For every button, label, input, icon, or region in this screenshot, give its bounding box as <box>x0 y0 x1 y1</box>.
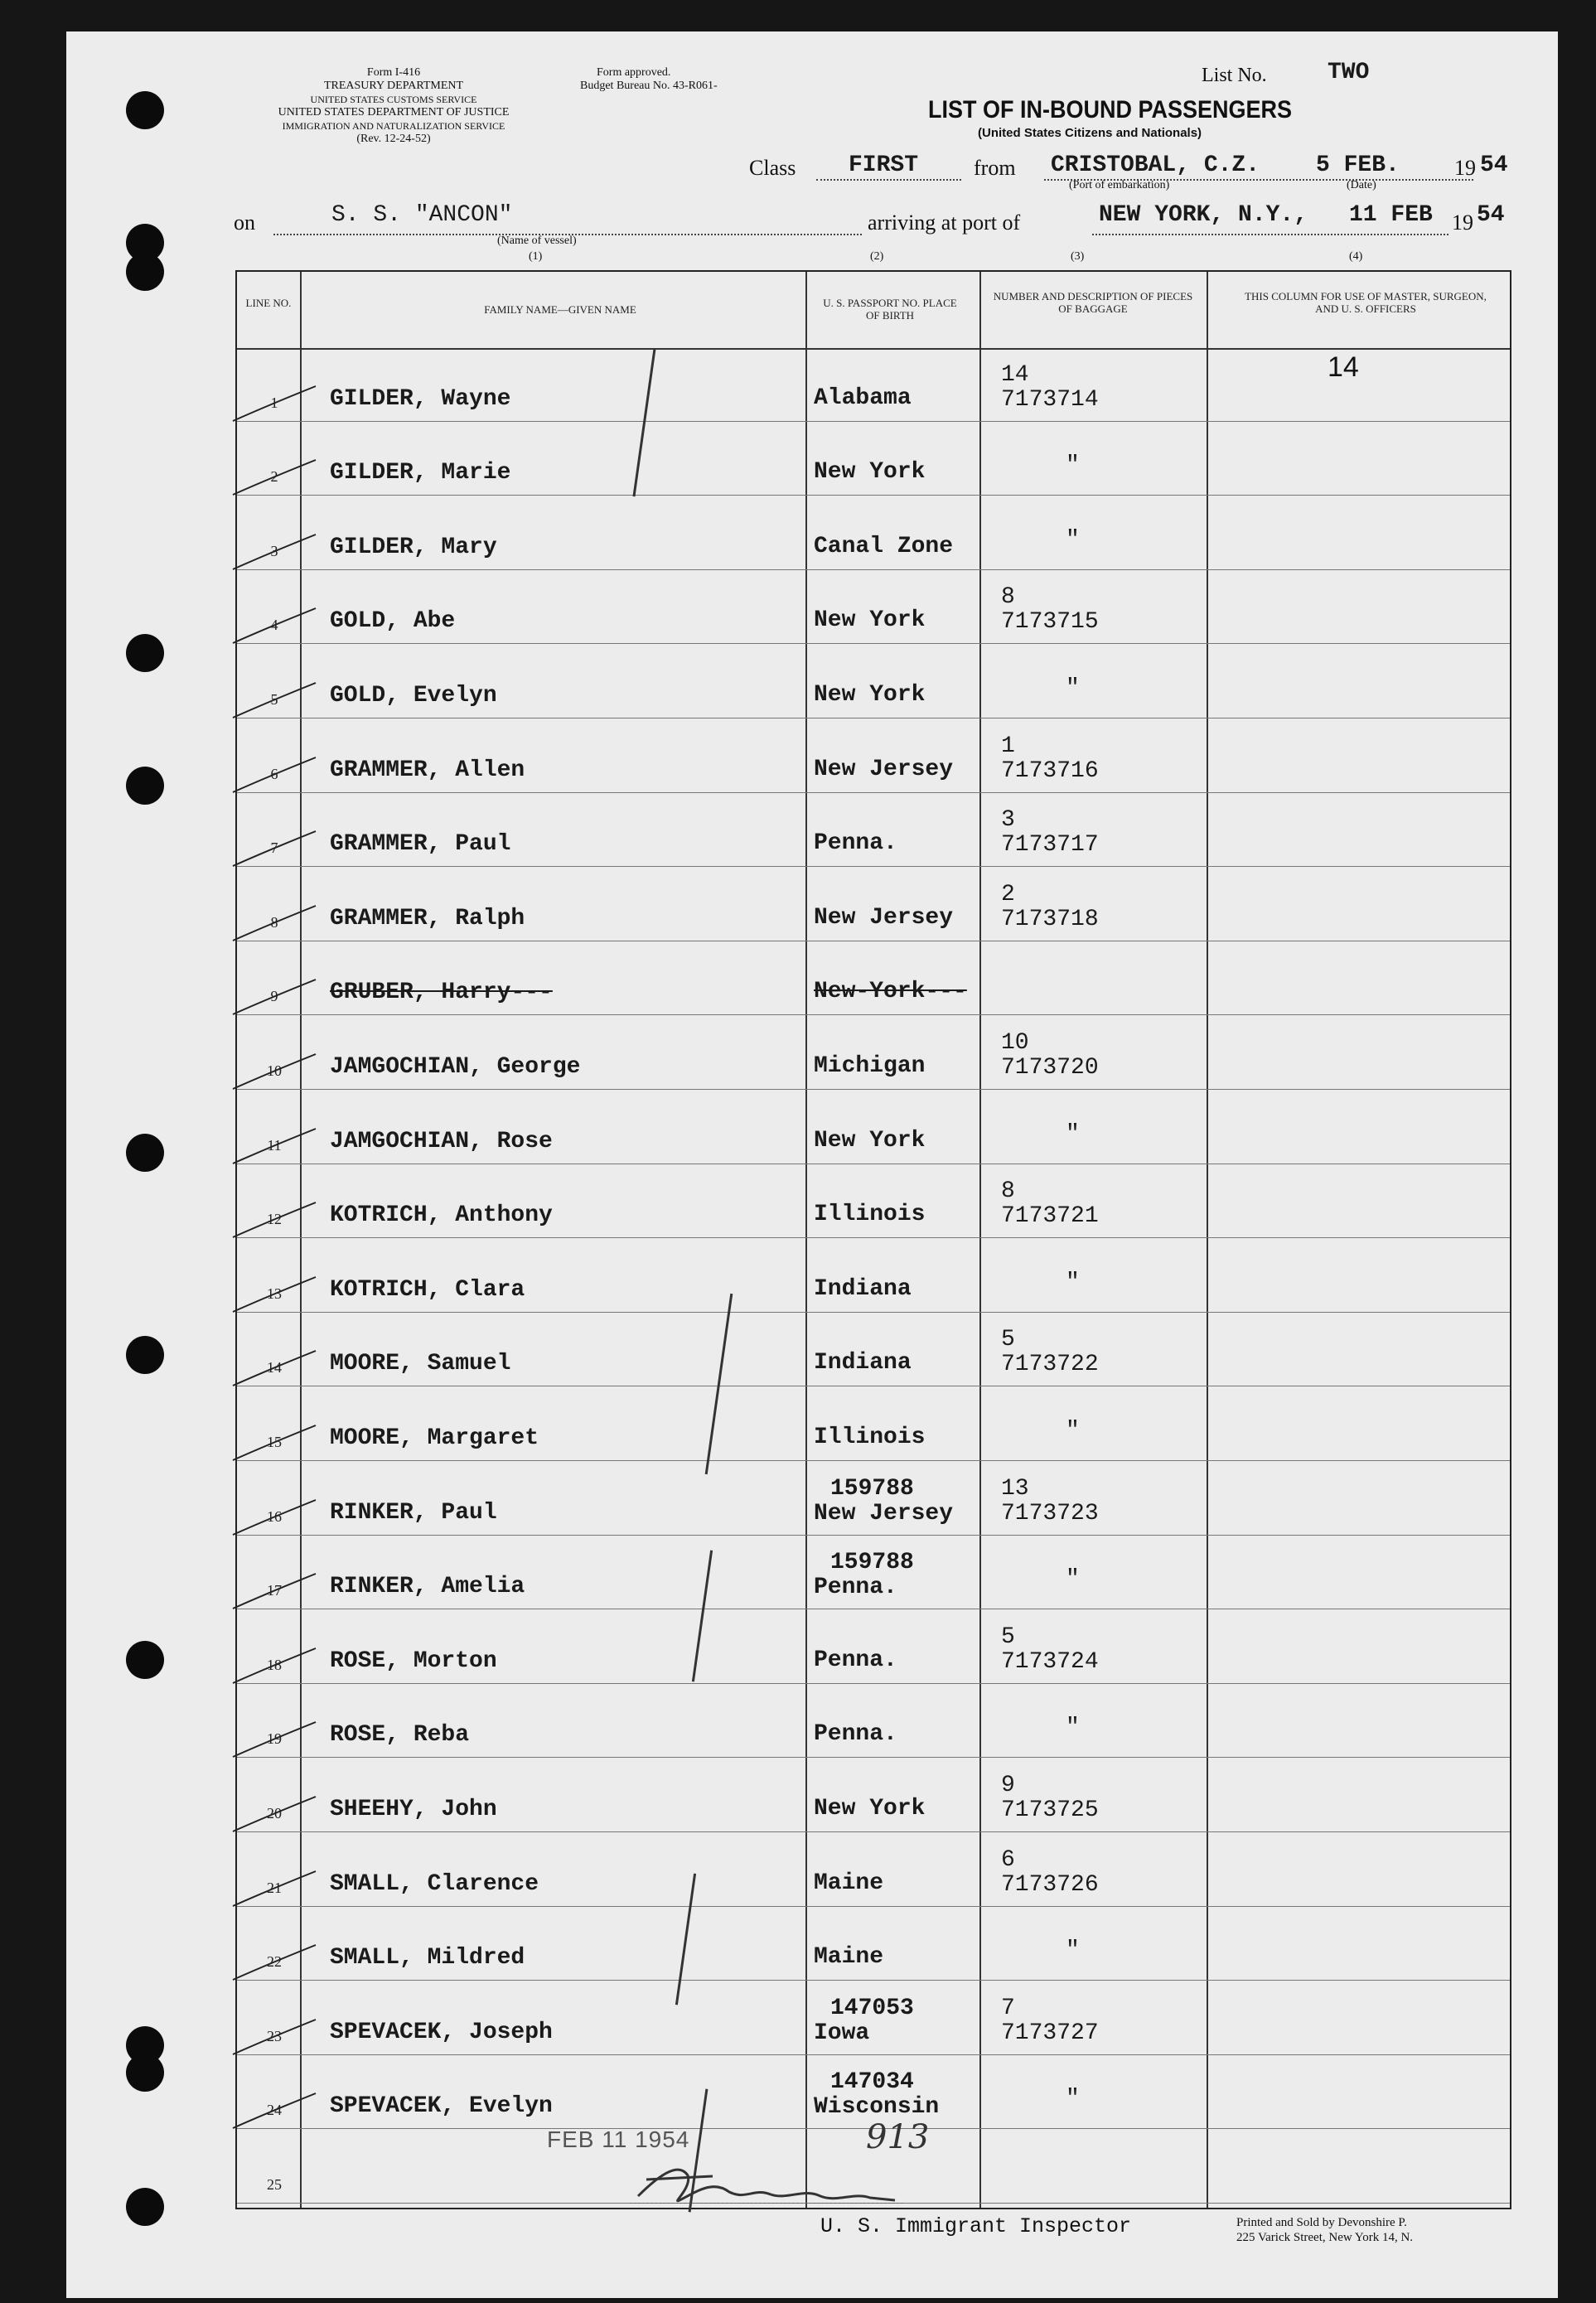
line-number: 10 <box>267 1062 282 1079</box>
date-note: (Date) <box>1347 179 1376 191</box>
baggage-cell: " <box>1066 1120 1080 1147</box>
row-rule <box>237 1312 1510 1313</box>
column-number: (1) <box>529 250 543 263</box>
table-row <box>237 1759 1510 1833</box>
vessel-name: S. S. "ANCON" <box>331 202 513 228</box>
passport-number: 159788 <box>830 1550 914 1576</box>
passenger-name: ROSE, Reba <box>330 1722 470 1749</box>
baggage-cell <box>1001 1625 1099 1675</box>
passport-cell: New York <box>814 607 926 634</box>
row-rule <box>237 1237 1510 1238</box>
row-rule <box>237 1089 1510 1090</box>
baggage-cell <box>1001 883 1099 932</box>
check-mark-stroke <box>229 1493 320 1543</box>
passenger-name: GRAMMER, Allen <box>330 757 525 783</box>
baggage-cell <box>1001 1328 1099 1377</box>
check-mark-line <box>233 386 316 421</box>
passenger-table <box>235 270 1511 2209</box>
passport-cell: Penna. <box>814 830 897 857</box>
line-number: 13 <box>267 1285 282 1302</box>
check-mark-line <box>233 1797 316 1831</box>
table-row <box>237 1833 1510 1908</box>
check-mark-line <box>233 1277 316 1312</box>
passenger-name: GRAMMER, Paul <box>330 831 511 858</box>
baggage-header: NUMBER AND DESCRIPTION OF PIECES OF BAGGAGE <box>993 290 1193 315</box>
row-rule <box>237 643 1510 644</box>
officer-note: 14 <box>1328 351 1359 383</box>
year-prefix: 19 <box>1454 156 1476 180</box>
passenger-name: SMALL, Clarence <box>330 1870 539 1897</box>
row-rule <box>237 1535 1510 1536</box>
table-row <box>237 1908 1510 1982</box>
check-mark-line <box>233 1574 316 1609</box>
passport-number: 147034 <box>830 2069 914 2096</box>
passport-header: U. S. PASSPORT NO. PLACE OF BIRTH <box>823 297 957 322</box>
passenger-name: GRAMMER, Ralph <box>330 905 525 931</box>
table-row <box>237 1685 1510 1759</box>
line-number: 2 <box>270 468 278 486</box>
row-rule <box>237 792 1510 793</box>
passport-number: 147053 <box>830 1995 914 2021</box>
table-row <box>237 719 1510 794</box>
date-stamp: FEB 11 1954 <box>547 2126 690 2152</box>
check-mark-stroke <box>229 899 320 949</box>
passenger-name: GILDER, Wayne <box>330 385 511 412</box>
list-number-label: List No. <box>1202 65 1267 86</box>
passenger-name: GOLD, Abe <box>330 608 456 635</box>
passenger-name: SHEEHY, John <box>330 1796 497 1822</box>
baggage-cell: " <box>1066 452 1080 479</box>
passport-cell: Maine <box>814 1870 884 1896</box>
baggage-cell <box>1001 1848 1099 1898</box>
table-row <box>237 1165 1510 1240</box>
passport-cell: Maine <box>814 1944 884 1971</box>
arriving-label: arriving at port of <box>868 210 1021 235</box>
check-mark-stroke <box>229 1122 320 1172</box>
row-rule <box>237 1683 1510 1684</box>
officers-header: THIS COLUMN FOR USE OF MASTER, SURGEON, AND U. S. OFFICERS <box>1245 290 1487 315</box>
passenger-name: KOTRICH, Clara <box>330 1276 525 1303</box>
passport-cell: New York <box>814 1795 926 1822</box>
line-number: 11 <box>267 1136 282 1154</box>
check-mark-line <box>233 1648 316 1683</box>
passport-cell: New Jersey <box>814 904 954 931</box>
line-number: 23 <box>267 2027 282 2044</box>
baggage-cell: " <box>1066 1417 1080 1444</box>
check-mark-line <box>233 1129 316 1164</box>
baggage-cell: " <box>1066 1269 1080 1295</box>
binder-hole <box>126 1641 164 1679</box>
baggage-count: 5 <box>1001 1327 1015 1353</box>
row-rule <box>237 1831 1510 1832</box>
passport-cell <box>814 2070 939 2120</box>
birth-place: Iowa <box>814 2020 870 2046</box>
check-mark-line <box>233 460 316 495</box>
line-number: 4 <box>270 617 278 634</box>
baggage-count: 10 <box>1001 1029 1029 1056</box>
check-mark-line <box>233 980 316 1014</box>
table-row <box>237 1981 1510 2056</box>
dotted-rule <box>816 179 961 181</box>
row-rule <box>237 1460 1510 1461</box>
table-row <box>237 868 1510 942</box>
binder-hole <box>126 91 164 129</box>
check-mark-stroke <box>229 973 320 1023</box>
passenger-name: SMALL, Mildred <box>330 1945 525 1972</box>
baggage-number: 7173716 <box>1001 757 1099 784</box>
check-mark-line <box>233 683 316 718</box>
passenger-name: GOLD, Evelyn <box>330 682 497 709</box>
class-value: FIRST <box>849 152 919 178</box>
passenger-name: GILDER, Mary <box>330 534 497 560</box>
check-mark-stroke <box>229 1344 320 1394</box>
signature-stroke <box>646 2176 713 2180</box>
check-mark-stroke <box>229 380 320 429</box>
check-mark-stroke <box>229 1270 320 1320</box>
passport-number: 159788 <box>830 1475 914 1502</box>
passenger-name: JAMGOCHIAN, Rose <box>330 1128 553 1154</box>
passport-cell: Alabama <box>814 385 912 411</box>
baggage-cell <box>1001 1179 1099 1229</box>
line-number: 6 <box>270 765 278 782</box>
line-number-header: LINE NO. <box>245 297 292 309</box>
baggage-number: 7173726 <box>1001 1871 1099 1898</box>
check-mark-stroke <box>229 453 320 503</box>
birth-place: Wisconsin <box>814 2094 940 2121</box>
check-mark-stroke <box>229 676 320 726</box>
passenger-name: KOTRICH, Anthony <box>330 1202 553 1229</box>
list-number-value: TWO <box>1328 60 1370 85</box>
check-mark-line <box>233 1202 316 1237</box>
line-number: 25 <box>267 2175 282 2193</box>
check-mark-stroke <box>229 1567 320 1617</box>
check-mark-line <box>233 608 316 643</box>
line-number: 20 <box>267 1804 282 1822</box>
baggage-cell <box>1001 808 1099 858</box>
binder-hole <box>126 1336 164 1374</box>
baggage-cell: " <box>1066 526 1080 553</box>
column-number: (3) <box>1071 250 1085 263</box>
table-row <box>237 1091 1510 1165</box>
signature-rule <box>630 2203 903 2204</box>
binder-hole <box>126 1134 164 1172</box>
baggage-cell: " <box>1066 1566 1080 1593</box>
baggage-cell: " <box>1066 1715 1080 1741</box>
passport-cell: New York <box>814 1127 926 1154</box>
row-rule <box>237 1906 1510 1907</box>
check-mark-line <box>233 1722 316 1757</box>
baggage-cell: " <box>1066 2086 1080 2112</box>
passport-cell: New York <box>814 681 926 708</box>
department-name: TREASURY DEPARTMENT <box>323 80 464 92</box>
baggage-number: 7173720 <box>1001 1054 1099 1081</box>
passenger-name: MOORE, Samuel <box>330 1351 511 1377</box>
check-mark-stroke <box>229 1715 320 1765</box>
line-number: 24 <box>267 2102 282 2119</box>
embarkation-year: 54 <box>1480 152 1508 178</box>
class-label: Class <box>749 156 796 180</box>
line-number: 14 <box>267 1359 282 1376</box>
check-mark-stroke <box>229 751 320 801</box>
revision-date: (Rev. 12-24-52) <box>356 133 431 145</box>
table-row <box>237 1239 1510 1314</box>
handwritten-number: 913 <box>866 2118 930 2156</box>
table-row <box>237 1387 1510 1462</box>
passport-cell: Indiana <box>814 1350 912 1376</box>
baggage-number: 7173718 <box>1001 906 1099 932</box>
table-row <box>237 571 1510 646</box>
baggage-number: 7173714 <box>1001 386 1099 413</box>
table-row <box>237 942 1510 1017</box>
check-mark-line <box>233 906 316 941</box>
birth-place: Penna. <box>814 1575 897 1601</box>
name-header: FAMILY NAME—GIVEN NAME <box>484 303 636 316</box>
binder-hole <box>126 767 164 805</box>
check-mark-stroke <box>229 825 320 874</box>
check-mark-stroke <box>229 1865 320 1914</box>
check-mark-stroke <box>229 2087 320 2136</box>
arrival-port: NEW YORK, N.Y., <box>1099 202 1308 228</box>
table-row <box>237 348 1510 423</box>
passport-cell: Indiana <box>814 1275 912 1302</box>
check-mark-stroke <box>229 602 320 651</box>
on-label: on <box>234 210 255 235</box>
line-number: 3 <box>270 542 278 559</box>
form-number: Form I-416 <box>366 66 421 79</box>
table-row <box>237 423 1510 497</box>
baggage-count: 14 <box>1001 361 1029 388</box>
baggage-number: 7173717 <box>1001 832 1099 859</box>
check-mark-line <box>233 535 316 569</box>
check-mark-line <box>233 2020 316 2054</box>
row-rule <box>237 569 1510 570</box>
passport-cell: Illinois <box>814 1424 926 1450</box>
baggage-cell <box>1001 1477 1099 1526</box>
budget-number: Budget Bureau No. 43-R061- <box>580 80 718 92</box>
passport-cell: New York <box>814 459 926 486</box>
baggage-count: 2 <box>1001 881 1015 907</box>
table-row <box>237 1314 1510 1388</box>
binder-hole <box>126 2188 164 2226</box>
check-mark-line <box>233 1500 316 1535</box>
baggage-cell <box>1001 1031 1099 1081</box>
passenger-name: SPEVACEK, Evelyn <box>330 2093 553 2120</box>
line-number: 21 <box>267 1879 282 1896</box>
check-mark-line <box>233 1425 316 1460</box>
row-rule <box>237 2054 1510 2055</box>
row-rule <box>237 421 1510 422</box>
check-mark-stroke <box>229 1642 320 1691</box>
line-number: 16 <box>267 1507 282 1525</box>
baggage-number: 7173721 <box>1001 1203 1099 1230</box>
line-number: 8 <box>270 913 278 931</box>
dotted-rule <box>1092 234 1448 235</box>
row-rule <box>237 866 1510 867</box>
passport-cell: Illinois <box>814 1202 926 1228</box>
form-header-block <box>228 66 559 146</box>
column-number: (2) <box>870 250 884 263</box>
passenger-name: ROSE, Morton <box>330 1647 497 1674</box>
passport-cell: Canal Zone <box>814 533 954 559</box>
passport-cell: New-York--- <box>814 979 967 1005</box>
baggage-count: 7 <box>1001 1995 1015 2021</box>
check-mark-line <box>233 1945 316 1980</box>
passenger-name: JAMGOCHIAN, George <box>330 1053 581 1080</box>
line-number: 1 <box>270 394 278 411</box>
baggage-cell <box>1001 585 1099 635</box>
passport-cell <box>814 1551 914 1600</box>
service-name: IMMIGRATION AND NATURALIZATION SERVICE <box>282 120 505 132</box>
binder-hole <box>126 253 164 291</box>
binder-hole <box>126 2054 164 2092</box>
baggage-count: 9 <box>1001 1772 1015 1798</box>
baggage-number: 7173725 <box>1001 1797 1099 1823</box>
line-number: 12 <box>267 1211 282 1228</box>
baggage-cell <box>1001 734 1099 784</box>
inspector-label: U. S. Immigrant Inspector <box>820 2214 1132 2238</box>
passenger-name: SPEVACEK, Joseph <box>330 2019 553 2045</box>
check-mark-stroke <box>229 1790 320 1840</box>
passport-cell <box>814 1477 953 1526</box>
passenger-name: RINKER, Amelia <box>330 1574 525 1600</box>
page-title: LIST OF IN-BOUND PASSENGERS <box>928 96 1293 123</box>
line-number: 18 <box>267 1656 282 1673</box>
baggage-number: 7173715 <box>1001 609 1099 636</box>
column-number: (4) <box>1349 250 1363 263</box>
line-number: 5 <box>270 690 278 708</box>
service-name: UNITED STATES CUSTOMS SERVICE <box>310 94 477 105</box>
port-note: (Port of embarkation) <box>1069 179 1170 191</box>
baggage-number: 7173724 <box>1001 1648 1099 1675</box>
baggage-number: 7173727 <box>1001 2020 1099 2046</box>
passenger-name: MOORE, Margaret <box>330 1425 539 1451</box>
check-mark-stroke <box>229 1938 320 1988</box>
line-number: 17 <box>267 1582 282 1599</box>
arrival-date: 11 FEB <box>1349 202 1433 228</box>
page-subtitle: (United States Citizens and Nationals) <box>978 126 1202 140</box>
check-mark-stroke <box>229 528 320 578</box>
binder-hole <box>126 634 164 672</box>
check-mark-stroke <box>229 1196 320 1246</box>
baggage-count: 13 <box>1001 1475 1029 1502</box>
baggage-count: 1 <box>1001 733 1015 759</box>
handwritten-signature <box>630 2155 903 2213</box>
row-rule <box>237 495 1510 496</box>
embarkation-port: CRISTOBAL, C.Z. <box>1051 152 1260 178</box>
department-name: UNITED STATES DEPARTMENT OF JUSTICE <box>278 106 510 119</box>
line-number: 9 <box>270 988 278 1005</box>
line-number: 15 <box>267 1433 282 1450</box>
check-mark-line <box>233 1871 316 1906</box>
baggage-cell <box>1001 1996 1099 2046</box>
table-row <box>237 1536 1510 1611</box>
table-row <box>237 645 1510 719</box>
passenger-name: GILDER, Marie <box>330 460 511 486</box>
signature-stroke <box>638 2170 895 2201</box>
line-number: 19 <box>267 1730 282 1748</box>
embarkation-date: 5 FEB. <box>1316 152 1400 178</box>
check-mark-line <box>233 1054 316 1089</box>
check-mark-line <box>233 1351 316 1386</box>
check-mark-stroke <box>229 1419 320 1468</box>
check-mark-stroke <box>229 2013 320 2063</box>
baggage-count: 5 <box>1001 1623 1015 1650</box>
baggage-cell <box>1001 363 1099 413</box>
baggage-count: 6 <box>1001 1846 1015 1873</box>
approval-block <box>580 66 718 93</box>
row-rule <box>237 1014 1510 1015</box>
row-rule <box>237 1980 1510 1981</box>
baggage-count: 8 <box>1001 1178 1015 1205</box>
line-number: 7 <box>270 839 278 857</box>
passport-cell: Penna. <box>814 1721 897 1748</box>
approval-text: Form approved. <box>597 66 671 79</box>
table-row <box>237 496 1510 571</box>
baggage-count: 8 <box>1001 584 1015 611</box>
table-row <box>237 1016 1510 1091</box>
table-row <box>237 1462 1510 1536</box>
baggage-count: 3 <box>1001 807 1015 834</box>
line-number: 22 <box>267 1953 282 1971</box>
table-row <box>237 1610 1510 1685</box>
baggage-number: 7173723 <box>1001 1500 1099 1526</box>
from-label: from <box>974 156 1016 180</box>
printer-address: 225 Varick Street, New York 14, N. <box>1236 2231 1414 2244</box>
check-mark-stroke <box>229 1047 320 1097</box>
baggage-number: 7173722 <box>1001 1352 1099 1378</box>
baggage-cell <box>1001 1773 1099 1823</box>
passport-cell: Penna. <box>814 1647 897 1673</box>
passport-cell: Michigan <box>814 1052 926 1079</box>
check-mark-line <box>233 757 316 792</box>
check-mark-line <box>233 2093 316 2128</box>
check-mark-line <box>233 831 316 866</box>
table-row <box>237 794 1510 868</box>
passenger-name: GRUBER, Harry--- <box>330 980 553 1006</box>
arrival-year: 54 <box>1477 202 1505 228</box>
baggage-cell: " <box>1066 675 1080 701</box>
passenger-name: RINKER, Paul <box>330 1499 497 1526</box>
passport-cell <box>814 1996 914 2046</box>
passport-cell: New Jersey <box>814 756 954 782</box>
vessel-note: (Name of vessel) <box>497 235 577 247</box>
birth-place: New Jersey <box>814 1500 954 1526</box>
printer-line: Printed and Sold by Devonshire P. <box>1236 2216 1407 2229</box>
baggage-cell: " <box>1066 1938 1080 1964</box>
row-rule <box>237 1757 1510 1758</box>
year-prefix: 19 <box>1452 210 1473 235</box>
